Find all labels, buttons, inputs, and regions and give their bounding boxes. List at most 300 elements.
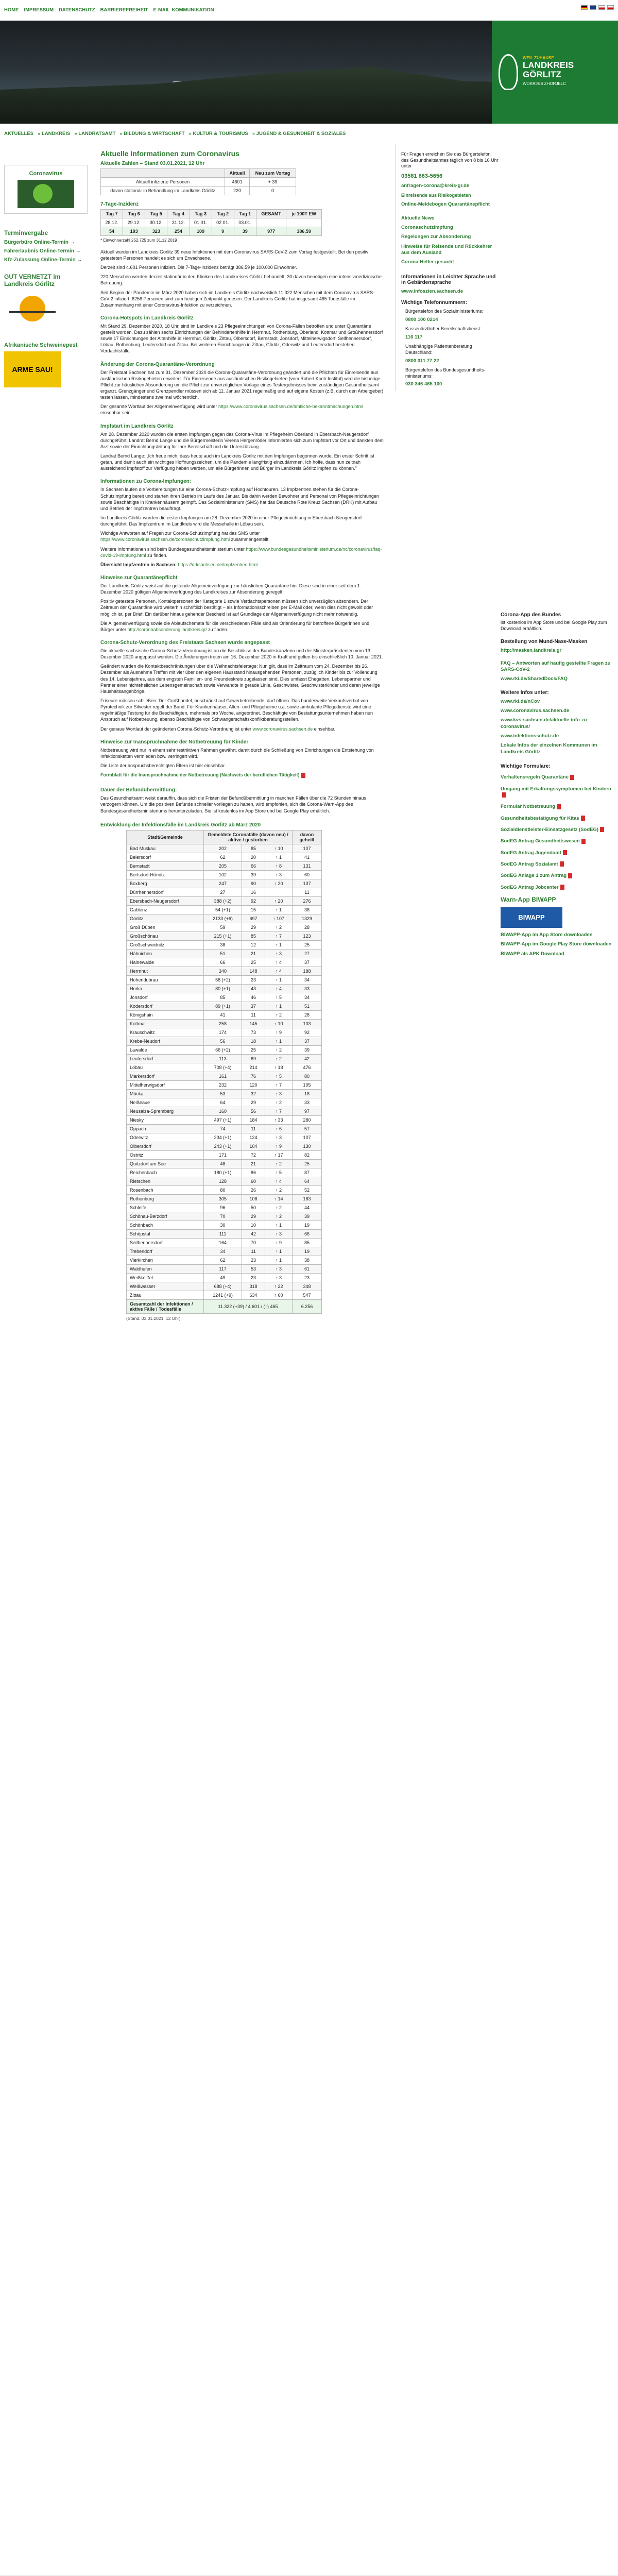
table-cell: Lawalde — [127, 1045, 204, 1054]
table-cell: Jonsdorf — [127, 993, 204, 1002]
formular-link[interactable]: Sozialdienstleister-Einsatzgesetz (SodEG) — [501, 827, 614, 833]
table-cell: 60 — [242, 1177, 265, 1185]
table-cell: 51 — [292, 1002, 321, 1010]
pdf-icon — [600, 827, 604, 832]
table-cell: ↑ 2 — [265, 1212, 293, 1221]
table-cell: 85 — [242, 931, 265, 940]
table-cell: 137 — [292, 879, 321, 888]
table-cell: ↑ 1 — [265, 1247, 293, 1256]
table-cell: 340 — [204, 967, 242, 975]
arme-sau-image[interactable]: ARME SAU! — [4, 351, 61, 387]
table-cell: 39 — [292, 1045, 321, 1054]
inzidenz-date — [256, 218, 286, 227]
table-cell: 53 — [204, 1089, 242, 1098]
table-row: davon stationär in Behandlung im Landkreis Görlitz 220 0 — [101, 187, 296, 195]
table-row — [127, 931, 322, 940]
table-row — [127, 905, 322, 914]
table-cell: Hohendubrau — [127, 975, 204, 984]
table-cell: 66 — [204, 958, 242, 967]
nav-kultur[interactable]: » KULTUR & TOURISMUS — [188, 131, 248, 137]
table-cell: Großschweidnitz — [127, 940, 204, 949]
table-cell: 33 — [292, 1098, 321, 1107]
table-cell: Ostritz — [127, 1150, 204, 1159]
table-row — [127, 896, 322, 905]
hotspots-text: Mit Stand 29. Dezember 2020, 18 Uhr, sind im Landkreis 23 Pflegeeinrichtungen von Corona-Fällen betroffen und unter Quarantäne gestellt worden. Dazu zählen sechs Einrichtungen der Behindertenhilfe in Herrnhut, Rothenburg, Oberland, Kottmar und Großhennersdorf sowie 17 Einrichtungen der Altenhilfe in Herrnhut, Görlitz, Zittau, Olbersdorf, Bernstadt, Jonsdorf, Mittelherwigsdorf, Seifhennersdorf, Löbau, Rothenburg, Leutersdorf und Zittau. Bei weiteren Einrichtungen in Zittau, Görlitz, Oderwitz und Leutersdorf bestehen Verdachtsfälle. — [100, 323, 383, 354]
table-cell: ↑ 3 — [265, 1273, 293, 1282]
right-item-helfer[interactable]: Corona-Helfer gesucht — [401, 259, 454, 265]
formular-link[interactable]: SodEG Antrag Sozialamt — [501, 861, 614, 868]
top-links — [4, 7, 214, 13]
table-total-row — [127, 1299, 322, 1313]
telefonnummern-list — [401, 309, 499, 388]
table-row — [127, 1037, 322, 1045]
table-cell: Königshain — [127, 1010, 204, 1019]
hotspots-heading: Corona-Hotspots im Landkreis Görlitz — [100, 315, 194, 321]
weitere-link[interactable]: https://www.bundesgesundheitsministerium.de/nc/coronavirus/faq-covid-19-impfung.html — [100, 546, 382, 558]
table-cell: ↑ 4 — [265, 984, 293, 993]
table-row — [127, 1133, 322, 1142]
table-cell: 318 — [242, 1282, 265, 1291]
telefon-number[interactable]: 116 117 — [405, 334, 423, 340]
table-cell: ↑ 7 — [265, 1107, 293, 1115]
table-cell: Kodersdorf — [127, 1002, 204, 1010]
table-cell: 66 — [242, 861, 265, 870]
total-label: Gesamtzahl der Infektionen / aktive Fälle / Todesfälle — [127, 1299, 204, 1313]
aenderung-link[interactable]: https://www.coronavirus.sachsen.de/amtliche-bekanntmachungen.html — [218, 404, 364, 410]
table-cell: ↑ 4 — [265, 967, 293, 975]
inzidenz-date: 28.12. — [101, 218, 123, 227]
table-cell: 21 — [242, 1159, 265, 1168]
pdf-icon — [560, 885, 564, 890]
table-cell: ↑ 10 — [265, 844, 293, 853]
table-cell: 205 — [204, 861, 242, 870]
table-row — [127, 1107, 322, 1115]
table-cell: ↑ 2 — [265, 1185, 293, 1194]
table-row — [127, 1247, 322, 1256]
table-cell: 16 — [242, 888, 265, 896]
table-row — [127, 1142, 322, 1150]
table-cell: 37 — [292, 958, 321, 967]
weitere-link[interactable]: www.infektionsschutz.de — [501, 733, 559, 739]
table-cell: 11 — [292, 888, 321, 896]
para-4: Seit Beginn der Pandemie im März 2020 haben sich im Landkreis Görlitz nachweislich 11.322 Menschen mit dem Coronavirus SARS-CoV-2 infiziert. 6256 Personen sind zum heutigen Zeitpunkt genesen. Der Landkreis Görlitz hat insgesamt 465 Todesfälle im Zusammenhang mit einer Coronavirus-Infektion zu verzeichnen. — [100, 290, 375, 308]
inzidenz-value: 39 — [234, 227, 256, 236]
telefon-number[interactable]: 0800 011 77 22 — [405, 358, 439, 364]
table-cell: Weißkeißel — [127, 1273, 204, 1282]
aenderung-link-para: Der gesamte Wortlaut der Allgemeinverfügung wird unter https://www.coronavirus.sachsen.de/amtliche-bekanntmachungen.html einsehbar sein. — [100, 404, 364, 416]
telefon-number[interactable]: 030 346 465 100 — [405, 381, 442, 387]
gut-vernetzt-title[interactable]: GUT VERNETZT im Landkreis Görlitz — [4, 273, 61, 287]
pdf-icon — [568, 873, 572, 878]
impfstart-heading: Impfstart im Landkreis Görlitz — [100, 423, 174, 429]
table-cell: ↑ 9 — [265, 1028, 293, 1037]
table-cell: 39 — [292, 1212, 321, 1221]
biwapp-link[interactable]: BIWAPP-App im Google Play Store downloaden — [501, 941, 612, 947]
table-cell: 62 — [204, 1256, 242, 1264]
biwapp-link[interactable]: BIWAPP-App im App Store downloaden — [501, 931, 593, 938]
table-cell: ↑ 3 — [265, 870, 293, 879]
top-link-impressum[interactable]: IMPRESSUM — [24, 7, 54, 13]
formular-link[interactable]: SodEG Anlage 1 zum Antrag — [501, 873, 614, 879]
table-cell: 42 — [292, 1054, 321, 1063]
table-row — [127, 949, 322, 958]
content-wrap — [0, 144, 618, 2575]
table-cell: 21 — [242, 949, 265, 958]
table-cell: 388 (+2) — [204, 896, 242, 905]
nav-bildung[interactable]: » BILDUNG & WIRTSCHAFT — [119, 131, 185, 137]
table-cell: 37 — [242, 1002, 265, 1010]
formular-link[interactable]: Verhaltensregeln Quarantäne — [501, 774, 614, 781]
flag-en-icon[interactable] — [590, 5, 596, 10]
coronavirus-box[interactable] — [4, 165, 88, 214]
formular-link[interactable]: SodEG Antrag Jugendamt — [501, 850, 614, 856]
inzidenz-value: 54 — [101, 227, 123, 236]
language-flags — [581, 5, 614, 10]
flag-de-icon[interactable] — [581, 5, 588, 10]
table-cell: 43 — [242, 984, 265, 993]
buergerbuero-link[interactable]: Bürgerbüro Online-Termin → — [4, 240, 75, 245]
table-cell: 148 — [242, 967, 265, 975]
table-cell: 97 — [292, 1107, 321, 1115]
notbetreuung-form-link[interactable]: Formblatt für die Inanspruchnahme der Notbetreuung (Nachweis der beruflichen Tätigkeit) — [100, 772, 384, 778]
inzidenz-header: Tag 5 — [145, 210, 167, 218]
formular-link[interactable]: Formular Notbetreuung — [501, 804, 614, 810]
virus-image — [18, 180, 74, 208]
verordnung-link[interactable]: www.coronavirus.sachsen.de — [252, 726, 313, 732]
nav-landkreis[interactable]: » LANDKREIS — [38, 131, 71, 137]
top-link-datenschutz[interactable]: DATENSCHUTZ — [59, 7, 95, 13]
table-cell: Quitzdorf am See — [127, 1159, 204, 1168]
inzidenz-value: 386,59 — [286, 227, 322, 236]
inzidenz-date: 02.01. — [212, 218, 234, 227]
table-cell: 23 — [292, 1273, 321, 1282]
inzidenz-value: 977 — [256, 227, 286, 236]
faq-link[interactable]: www.rki.de/SharedDocs/FAQ — [501, 676, 568, 682]
pdf-icon — [563, 850, 567, 855]
table-cell: 708 (+4) — [204, 1063, 242, 1072]
table-cell: 247 — [204, 879, 242, 888]
table-cell: 29 — [242, 1212, 265, 1221]
table-cell: ↑ 2 — [265, 1159, 293, 1168]
nav-aktuelles[interactable]: AKTUELLES — [4, 131, 33, 137]
table-row — [127, 1203, 322, 1212]
table-cell: 18 — [292, 1089, 321, 1098]
top-link-home[interactable]: HOME — [4, 7, 19, 13]
telefon-label: Kassenärztlicher Bereitschaftsdienst: — [405, 326, 482, 332]
right-item-absonderung[interactable]: Regelungen zur Absonderung — [401, 234, 471, 240]
formulare-heading: Wichtige Formulare: — [501, 764, 551, 770]
table-cell: ↑ 107 — [265, 914, 293, 923]
table-cell: 49 — [204, 1273, 242, 1282]
table-cell: 188 — [292, 967, 321, 975]
table-cell: 215 (+1) — [204, 931, 242, 940]
table-cell: 29 — [242, 923, 265, 931]
table-cell: 38 — [292, 1256, 321, 1264]
table-cell: 80 — [292, 1072, 321, 1080]
formular-link[interactable]: Gesundheitsbestätigung für Kitas — [501, 816, 614, 822]
table-cell: Markersdorf — [127, 1072, 204, 1080]
entwicklung-stand: (Stand: 03.01.2021, 12 Uhr) — [126, 1315, 181, 1321]
telefon-entry — [405, 309, 499, 323]
inzidenz-value: 193 — [123, 227, 145, 236]
biwapp-links — [501, 932, 614, 957]
table-cell: Oderwitz — [127, 1133, 204, 1142]
table-row — [127, 1256, 322, 1264]
table-row — [127, 1089, 322, 1098]
biwapp-link[interactable]: BIWAPP als APK Download — [501, 951, 564, 957]
table-cell: ↑ 1 — [265, 940, 293, 949]
right-item-impfung[interactable]: Coronaschutzimpfung — [401, 225, 453, 231]
right-item-meldebogen[interactable]: Online-Meldebogen Quarantänepflicht — [401, 201, 490, 208]
table-row — [127, 940, 322, 949]
table-cell: 20 — [242, 853, 265, 861]
table-cell: 56 — [204, 1037, 242, 1045]
logo-name: LANDKREIS GÖRLITZ — [523, 60, 574, 79]
nav-landratsamt[interactable]: » LANDRATSAMT — [74, 131, 116, 137]
kfz-link[interactable]: Kfz-Zulassung Online-Termin → — [4, 257, 82, 263]
table-cell: Neusalza-Spremberg — [127, 1107, 204, 1115]
table-cell: 184 — [242, 1115, 265, 1124]
table-cell: Zittau — [127, 1291, 204, 1299]
table-cell: 111 — [204, 1229, 242, 1238]
table-cell: ↑ 3 — [265, 949, 293, 958]
table-cell: 25 — [242, 1045, 265, 1054]
schweinepest-title[interactable]: Afrikanische Schweinepest — [4, 342, 78, 348]
table-cell: 305 — [204, 1194, 242, 1203]
weitere-link[interactable]: www.coronavirus.sachsen.de — [501, 708, 570, 714]
verordnung-text: Die aktuelle sächsische Corona-Schutz-Verordnung ist an die Beschlüsse der Bundeskanzlerin und der Ministerpräsidenten vom 13. Dezember 2020 angepasst worden. Die Änderungen treten am 16. Dezember 2020 in Kraft und gelten bis einschließlich 10. Januar 2021. — [100, 648, 383, 660]
table-cell: 87 — [292, 1168, 321, 1177]
logo-subname: WOKRJES ZHORJELC — [523, 81, 566, 86]
table-cell: ↑ 3 — [265, 1089, 293, 1098]
table-cell: ↑ 60 — [265, 1291, 293, 1299]
table-cell: 41 — [204, 1010, 242, 1019]
table-cell: 82 — [292, 1150, 321, 1159]
table-cell: ↑ 33 — [265, 1115, 293, 1124]
table-cell: 19 — [292, 1247, 321, 1256]
table-cell: 59 — [204, 923, 242, 931]
table-cell: 107 — [292, 844, 321, 853]
inzidenz-value: 9 — [212, 227, 234, 236]
inzidenz-header: Tag 7 — [101, 210, 123, 218]
table-row — [127, 967, 322, 975]
table-cell: 688 (+4) — [204, 1282, 242, 1291]
leichte-sprache-link[interactable]: www.infoszien.sachsen.de — [401, 288, 464, 294]
table-cell: 96 — [204, 1203, 242, 1212]
table-cell: ↑ 8 — [265, 861, 293, 870]
table-cell: ↑ 2 — [265, 1054, 293, 1063]
top-link-email[interactable]: E-MAIL-KOMMUNIKATION — [153, 7, 214, 13]
table-cell: 52 — [292, 1185, 321, 1194]
faq-link-title[interactable]: FAQ – Antworten auf häufig gestellte Fragen zu SARS-CoV-2 — [501, 660, 611, 673]
table-cell: Leutersdorf — [127, 1054, 204, 1063]
right-item-news[interactable]: Aktuelle News — [401, 215, 435, 221]
table-row — [127, 975, 322, 984]
weitere-infos-links — [501, 699, 614, 755]
table-cell: Reichenbach — [127, 1168, 204, 1177]
table-row — [127, 1194, 322, 1203]
inzidenz-date: 30.12. — [145, 218, 167, 227]
table-cell: Rietschen — [127, 1177, 204, 1185]
telefon-entry — [405, 344, 499, 364]
pdf-icon — [502, 792, 506, 798]
telefon-number[interactable]: 0800 100 0214 — [405, 316, 438, 323]
befund-text: Das Gesundheitsamt weist darauffin, dass sich die Fristen der Befundübermittlung in manchen Fällen über die 72 Stunden hinaus verzögern können. Um die positiven Befunde schneller vorliegen zu haben, wird empfohlen, sich die Corona-Warn-App des Bundesgesundheitsministeriums herunterzuladen. Sie ist kostenlos im App Store und bei Google Play erhältlich. — [100, 795, 367, 814]
table-cell: ↑ 3 — [265, 1229, 293, 1238]
table-cell: 105 — [292, 1080, 321, 1089]
table-cell: 124 — [242, 1133, 265, 1142]
table-cell: 92 — [242, 896, 265, 905]
table-cell: ↑ 20 — [265, 879, 293, 888]
table-cell: ↑ 18 — [265, 1063, 293, 1072]
table-cell: 85 — [242, 844, 265, 853]
inzidenz-date: 29.12. — [123, 218, 145, 227]
quarantaene-text-3: Die Allgemeinverfügung sowie die Ablaufschemata für die verschiedenen Fälle sind als Orientierung für betroffene Bürgerinnen und Bürger unter http://coronaabsonderung.landkreis.gr/ zu finden. — [100, 620, 370, 632]
table-cell: 34 — [292, 975, 321, 984]
table-cell: ↑ 1 — [265, 1256, 293, 1264]
table-cell: ↑ 5 — [265, 1072, 293, 1080]
inzidenz-header: Tag 2 — [212, 210, 234, 218]
table-cell: Trebendorf — [127, 1247, 204, 1256]
table-cell: ↑ 7 — [265, 1080, 293, 1089]
table-cell: 160 — [204, 1107, 242, 1115]
table-cell: 86 — [242, 1168, 265, 1177]
table-cell: 19 — [292, 1221, 321, 1229]
weitere-link[interactable]: www.kvs-sachsen.de/aktuelle-info-zu-coronavirus/ — [501, 717, 589, 730]
table-cell: ↑ 3 — [265, 1264, 293, 1273]
formular-link[interactable]: SodEG Antrag Gesundheitswesen — [501, 838, 614, 844]
table-cell: 12 — [242, 940, 265, 949]
table-cell: 44 — [292, 1203, 321, 1212]
right-item-einreisende[interactable]: Einreisende aus Risikogebieten — [401, 192, 471, 198]
table-cell: 90 — [242, 879, 265, 888]
table-cell: 28 — [292, 923, 321, 931]
table-cell: 58 (+2) — [204, 975, 242, 984]
table-cell: 128 — [204, 1177, 242, 1185]
table-cell: Herrnhut — [127, 967, 204, 975]
antworten-link[interactable]: https://www.coronavirus.sachsen.de/coronaschutzimpfung.html — [100, 537, 230, 543]
formular-link[interactable]: SodEG Antrag Jobcenter — [501, 885, 614, 891]
table-cell: Schleife — [127, 1203, 204, 1212]
quarantaene-heading: Hinweise zur Quarantänepflicht — [100, 575, 178, 581]
table-cell: 547 — [292, 1291, 321, 1299]
fahrerlaubnis-link[interactable]: Fahrerlaubnis Online-Termin → — [4, 248, 81, 254]
flag-cz-icon[interactable] — [607, 5, 614, 10]
table-row — [127, 1177, 322, 1185]
table-row — [127, 1185, 322, 1194]
table-cell: 60 — [292, 870, 321, 879]
table-cell: Waldhufen — [127, 1264, 204, 1273]
aenderung-text: Der Freistaat Sachsen hat zum 31. Dezember 2020 die Corona-Quarantäne-Verordnung geändert und die Pflichten für Einreisende aus ausländischen Risikogebieten erweitert. Für Einreisende aus ausländischen Risikogebieten (vom Robert Koch-Institut) wird die bisherige Pflicht zur häuslichen Absonderung um die Pflicht zur unverzüglichen Vorlage eines Testergebnisses beim zuständigen Gesundheitsamt ergänzt. Grenzgänger und Grenzpendler müssen sich ab 11. Januar 2021 regelmäßig und auf eigene Kosten (z.B. durch den Arbeitgeber) testen lassen, mindestens zweimal wöchentlich. — [100, 369, 384, 400]
table-cell: 76 — [242, 1072, 265, 1080]
biwapp-logo[interactable]: BIWAPP — [501, 907, 562, 928]
table-cell: 64 — [204, 1098, 242, 1107]
inzidenz-value: 109 — [190, 227, 212, 236]
top-bar — [0, 0, 618, 21]
table-cell: 2133 (+6) — [204, 914, 242, 923]
right-item-reisende[interactable]: Hinweise für Reisende und Rückkehrer aus dem Ausland — [401, 243, 492, 256]
para-1: Aktuell wurden im Landkreis Görlitz 39 neue Infektionen mit dem Coronavirus SARS-CoV-2 zum Vortag festgestellt. Bei den positiv getesteten Personen handelt es sich um Erwachsene. — [100, 249, 369, 261]
table-cell: 38 — [204, 940, 242, 949]
inzidenz-header: GESAMT — [256, 210, 286, 218]
table-cell: 243 (+1) — [204, 1142, 242, 1150]
leichte-sprache-heading: Informationen in Leichter Sprache und in Gebärdensprache — [401, 274, 496, 285]
table-cell: ↑ 2 — [265, 1098, 293, 1107]
inzidenz-header: Tag 3 — [190, 210, 212, 218]
table-row — [127, 1124, 322, 1133]
biwapp-heading: Warn-App BIWAPP — [501, 895, 556, 903]
table-row — [127, 1273, 322, 1282]
formular-link[interactable]: Umgang mit Erkältungssymptomen bei Kindern — [501, 786, 614, 799]
masken-link[interactable]: http://masken.landkreis.gr — [501, 648, 562, 654]
table-cell: ↑ 1 — [265, 905, 293, 914]
table-cell: Rosenbach — [127, 1185, 204, 1194]
table-cell: 258 — [204, 1019, 242, 1028]
buergertelefon-number[interactable]: 03581 663-5656 — [401, 173, 443, 180]
table-row — [127, 1063, 322, 1072]
table-cell: 66 (+2) — [204, 1045, 242, 1054]
verordnung-heading: Corona-Schutz-Verordnung des Freistaats Sachsen wurde angepasst — [100, 639, 270, 646]
table-cell: 120 — [242, 1080, 265, 1089]
top-link-barrierefreiheit[interactable]: BARRIEREFREIHEIT — [100, 7, 148, 13]
inzidenz-header: Tag 6 — [123, 210, 145, 218]
inzidenz-header: Tag 4 — [167, 210, 190, 218]
notbetreuung-text-2[interactable]: Die Liste der anspruchsberechtigten Eltern ist hier einsehbar. — [100, 762, 226, 768]
table-cell: ↑ 1 — [265, 1002, 293, 1010]
table-cell: 11 — [242, 1247, 265, 1256]
table-cell: ↑ 4 — [265, 1177, 293, 1185]
table-cell: 80 (+1) — [204, 984, 242, 993]
table-cell: ↑ 2 — [265, 1010, 293, 1019]
table-cell: 69 — [242, 1054, 265, 1063]
table-cell: ↑ 10 — [265, 1019, 293, 1028]
weitere-link[interactable]: Lokale Infos der einzelnen Kommunen im Landkreis Görlitz — [501, 742, 597, 755]
corona-email-link[interactable]: anfragen-corona@kreis-gr.de — [401, 183, 470, 189]
impfungen-heading: Informationen zu Corona-Impfungen: — [100, 479, 192, 485]
quarantaene-link[interactable]: http://coronaabsonderung.landkreis.gr/ — [127, 626, 207, 632]
einwohner-note: * Einwohnerzahl 252.725 zum 31.12.2019 — [100, 238, 177, 243]
weitere-link[interactable]: www.rki.de/nCov — [501, 698, 540, 704]
uebersicht-link[interactable]: https://drksachsen.de/impfzentren.html — [178, 562, 258, 567]
pdf-icon — [560, 861, 564, 867]
verordnung-text-4: Der genaue Wortlaut der geänderten Corona-Schutz-Verordnung ist unter www.coronavirus.sachsen.de einsehbar. — [100, 726, 336, 732]
table-row — [127, 1028, 322, 1037]
table-cell: 61 — [292, 1264, 321, 1273]
table-row — [127, 1045, 322, 1054]
table-cell: 25 — [292, 940, 321, 949]
table-cell: ↑ 7 — [265, 931, 293, 940]
table-row — [127, 1019, 322, 1028]
table-cell: Neißeaue — [127, 1098, 204, 1107]
table-row — [127, 1212, 322, 1221]
flag-pl-icon[interactable] — [598, 5, 605, 10]
table-cell: Dürrhennersdorf — [127, 888, 204, 896]
table-cell: 62 — [204, 853, 242, 861]
table-cell: ↑ 5 — [265, 1168, 293, 1177]
table-row — [127, 914, 322, 923]
table-row — [127, 1054, 322, 1063]
table-cell: 23 — [242, 1273, 265, 1282]
table-cell: 25 — [292, 1159, 321, 1168]
main-nav — [0, 124, 618, 144]
table-cell: ↑ 22 — [265, 1282, 293, 1291]
table-cell: ↑ 17 — [265, 1150, 293, 1159]
table-cell: ↑ 14 — [265, 1194, 293, 1203]
table-cell: 634 — [242, 1291, 265, 1299]
table-cell: 70 — [242, 1238, 265, 1247]
nav-jugend[interactable]: » JUGEND & GESUNDHEIT & SOZIALES — [252, 131, 346, 137]
mascot-image[interactable] — [4, 291, 61, 332]
